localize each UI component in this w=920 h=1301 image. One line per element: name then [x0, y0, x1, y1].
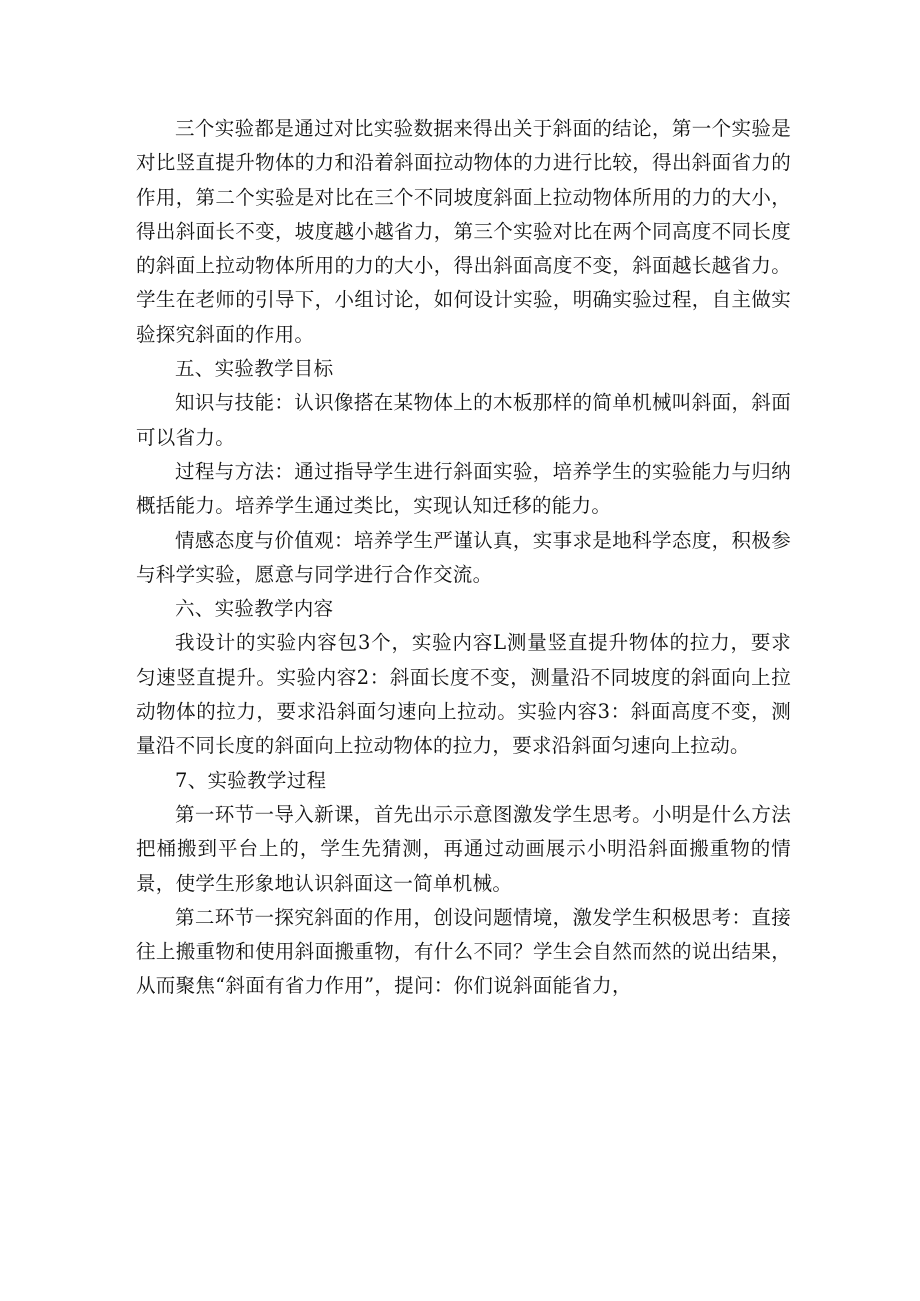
paragraph-step-two: 第二环节一探究斜面的作用，创设问题情境，激发学生积极思考：直接往上搬重物和使用斜面搬重物，有什么不同？学生会自然而然的说出结果，从而聚焦“斜面有省力作用”，提问：你们说斜面能省力，: [136, 905, 791, 998]
paragraph-emotion-values: 情感态度与价值观：培养学生严谨认真，实事求是地科学态度，积极参与科学实验，愿意与同学进行合作交流。: [136, 528, 791, 586]
document-body: [136, 112, 791, 1004]
heading-teaching-goals: 五、实验教学目标: [175, 357, 334, 381]
paragraph-experiment-content: 我设计的实验内容包3个，实验内容L测量竖直提升物体的拉力，要求匀速竖直提升。实验内容2：斜面长度不变，测量沿不同坡度的斜面向上拉动物体的拉力，要求沿斜面匀速向上拉动。实验内容3：斜面高度不变，测量沿不同长度的斜面向上拉动物体的拉力，要求沿斜面匀速向上拉动。: [136, 631, 791, 758]
paragraph-process-methods: 过程与方法：通过指导学生进行斜面实验，培养学生的实验能力与归纳概括能力。培养学生通过类比，实现认知迁移的能力。: [136, 459, 791, 518]
heading-teaching-process: 7、实验教学过程: [175, 768, 327, 792]
paragraph-experiment-summary: 三个实验都是通过对比实验数据来得出关于斜面的结论，第一个实验是对比竖直提升物体的力和沿着斜面拉动物体的力进行比较，得出斜面省力的作用，第二个实验是对比在三个不同坡度斜面上拉动物体所用的力的大小，得出斜面长不变，坡度越小越省力，第三个实验对比在两个同高度不同长度的斜面上拉动物体所用的力的大小，得出斜面高度不变，斜面越长越省力。学生在老师的引导下，小组讨论，如何设计实验，明确实验过程，自主做实验探究斜面的作用。: [136, 117, 791, 346]
paragraph-step-one: 第一环节一导入新课，首先出示示意图激发学生思考。小明是什么方法把桶搬到平台上的，学生先猜测，再通过动画展示小明沿斜面搬重物的情景，使学生形象地认识斜面这一简单机械。: [136, 802, 791, 895]
heading-teaching-content: 六、实验教学内容: [175, 597, 334, 621]
paragraph-knowledge-skills: 知识与技能：认识像搭在某物体上的木板那样的简单机械叫斜面，斜面可以省力。: [136, 391, 791, 449]
